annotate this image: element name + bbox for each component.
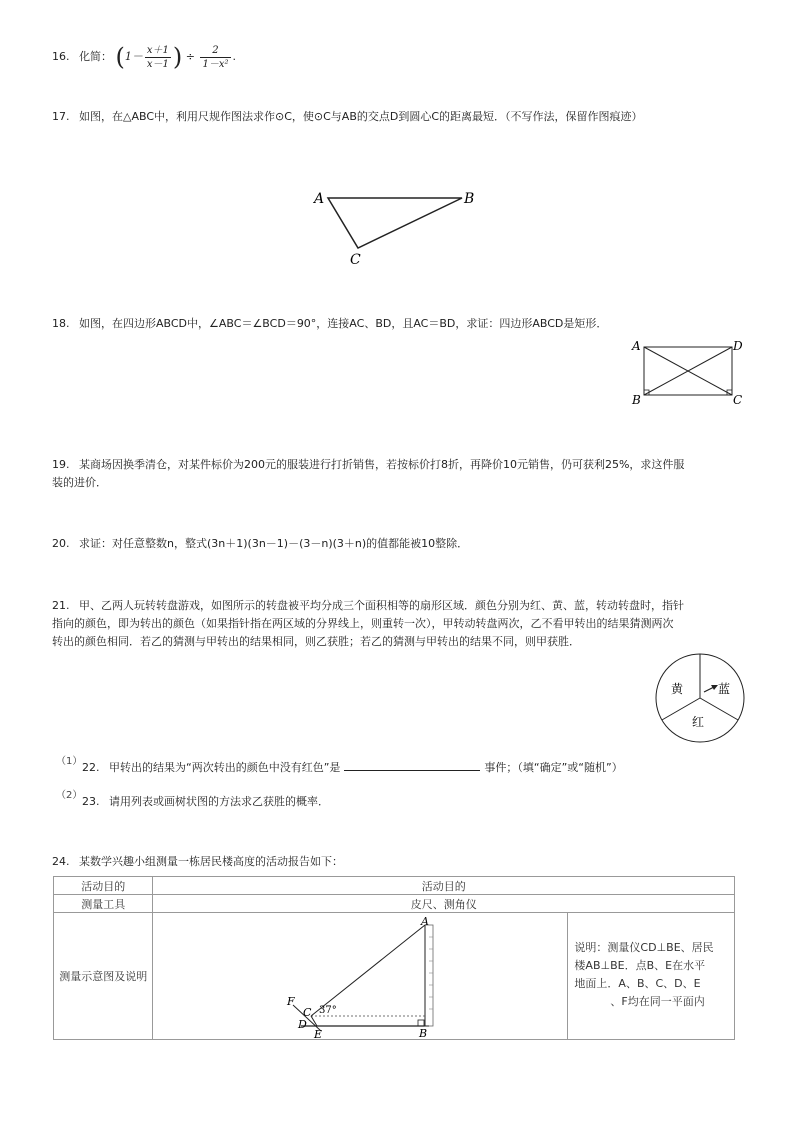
label-a: A xyxy=(421,915,430,928)
label-d: D xyxy=(733,339,743,353)
q17-number: 17. xyxy=(52,110,70,123)
note-line-1: 说明：测量仪CD⊥BE、居民 xyxy=(574,941,714,954)
q20-text: 求证：对任意整数n，整式(3n＋1)(3n－1)－(3－n)(3＋n)的值都能被10整除． xyxy=(79,537,469,550)
table-row xyxy=(54,877,735,895)
q21-text-2: 指向的颜色，即为转出的颜色（如果指针指在两区域的分界线上，则重转一次），甲转动转盘两次，乙不看甲转出的结果猜测两次 xyxy=(52,617,674,630)
q16-frac1-denominator: x－1 xyxy=(146,58,169,70)
table-cell-label: 测量工具 xyxy=(54,895,153,913)
table-row xyxy=(54,895,735,913)
q22-text-before: 甲转出的结果为“两次转出的颜色中没有红色”是 xyxy=(109,761,341,774)
label-b: B xyxy=(419,1027,428,1039)
spinner-divider-right xyxy=(700,698,738,720)
note-line-2: 楼AB⊥BE．点B、E在水平 xyxy=(574,959,706,972)
table-cell-value: 皮尺、测角仪 xyxy=(153,895,735,913)
q16-line xyxy=(52,42,236,72)
sector-red-label: 红 xyxy=(692,715,705,729)
q18-line xyxy=(52,315,607,331)
q21-text-1: 甲、乙两人玩转转盘游戏，如图所示的转盘被平均分成三个面积相等的扇形区域．颜色分别为红、黄、蓝，转动转盘时，指针 xyxy=(79,599,684,612)
q22-line xyxy=(82,759,623,775)
q23-number: 23. xyxy=(82,795,100,808)
label-c: C xyxy=(303,1006,312,1019)
label-e: E xyxy=(314,1028,323,1039)
q22-text-after: 事件；（填“确定”或“随机”） xyxy=(484,761,623,774)
q20-line xyxy=(52,535,468,551)
building-measurement-figure xyxy=(153,913,567,1039)
note-line-4: 、F均在同一平面内 xyxy=(610,995,705,1008)
note-line-3: 地面上．A、B、C、D、E xyxy=(574,977,701,990)
right-paren: ) xyxy=(172,43,183,71)
rectangle-abcd-figure xyxy=(628,336,748,408)
q23-text: 请用列表或画树状图的方法求乙获胜的概率． xyxy=(109,795,329,808)
q21-line-3 xyxy=(52,633,580,649)
q16-divide: ÷ xyxy=(185,50,195,63)
q19-text-1: 某商场因换季清仓，对某件标价为200元的服装进行打折销售，若按标价打8折，再降价10元销售，仍可获利25%，求这件服 xyxy=(79,458,685,471)
triangle-abc xyxy=(328,198,462,248)
label-b: B xyxy=(632,393,641,407)
q16-frac2-numerator: 2 xyxy=(200,44,230,58)
q22-marker: （1） xyxy=(56,756,83,767)
q22-answer-blank[interactable] xyxy=(344,759,480,771)
table-cell-label: 活动目的 xyxy=(54,877,153,895)
q21-text-3: 转出的颜色相同．若乙的猜测与甲转出的结果相同，则乙获胜；若乙的猜测与甲转出的结果不同，则甲获胜． xyxy=(52,635,580,648)
right-angle-b xyxy=(418,1020,424,1026)
label-b: B xyxy=(464,191,475,207)
q16-fraction-2 xyxy=(200,44,230,71)
q21-line-2 xyxy=(52,615,674,631)
measurement-figure-cell xyxy=(153,913,568,1040)
q16-frac1-numerator: x＋1 xyxy=(146,44,169,56)
q20-number: 20. xyxy=(52,537,70,550)
label-a: A xyxy=(314,191,325,207)
label-c: C xyxy=(350,252,361,268)
q17-text: 如图，在△ABC中，利用尺规作图法求作⊙C，使⊙C与AB的交点D到圆心C的距离最短．（不写作法，保留作图痕迹） xyxy=(79,110,643,123)
q24-line xyxy=(52,853,343,869)
q17-line xyxy=(52,108,643,124)
q16-period: . xyxy=(232,50,236,63)
building-ab xyxy=(425,925,433,1026)
sight-line-ca xyxy=(311,925,425,1016)
q18-number: 18. xyxy=(52,317,70,330)
label-f: F xyxy=(287,995,296,1008)
spinner-figure xyxy=(654,652,746,744)
q24-number: 24. xyxy=(52,855,70,868)
q19-text-2: 装的进价． xyxy=(52,476,107,489)
label-c: C xyxy=(733,393,743,407)
left-paren: ( xyxy=(115,43,125,71)
label-a: A xyxy=(632,339,641,353)
q19-line-1 xyxy=(52,456,684,472)
label-d: D xyxy=(298,1018,308,1031)
q16-one-minus: 1－ xyxy=(124,50,143,63)
q23-line xyxy=(82,793,329,809)
activity-report-table xyxy=(53,876,735,1040)
q16-prompt: 化简： xyxy=(79,50,112,63)
q19-line-2 xyxy=(52,474,107,490)
q16-fraction-1 xyxy=(145,44,171,71)
q18-text: 如图，在四边形ABCD中，∠ABC＝∠BCD＝90°，连接AC、BD，且AC＝BD，求证：四边形ABCD是矩形． xyxy=(79,317,608,330)
q24-text: 某数学兴趣小组测量一栋居民楼高度的活动报告如下： xyxy=(79,855,343,868)
q16-frac2-denominator: 1－x² xyxy=(202,58,229,70)
q19-number: 19. xyxy=(52,458,70,471)
triangle-abc-figure xyxy=(300,185,490,270)
q21-number: 21. xyxy=(52,599,70,612)
sector-yellow-label: 黄 xyxy=(671,682,684,696)
sector-blue-label: 蓝 xyxy=(718,682,731,696)
table-row xyxy=(54,913,735,1040)
table-cell-label: 测量示意图及说明 xyxy=(54,913,153,1040)
q22-number: 22. xyxy=(82,761,100,774)
q23-marker: （2） xyxy=(56,790,83,801)
q21-line-1 xyxy=(52,597,684,613)
table-cell-value: 活动目的 xyxy=(153,877,735,895)
angle-label: 37° xyxy=(319,1005,338,1016)
measurement-note-cell xyxy=(568,913,735,1040)
q16-number: 16. xyxy=(52,50,70,63)
